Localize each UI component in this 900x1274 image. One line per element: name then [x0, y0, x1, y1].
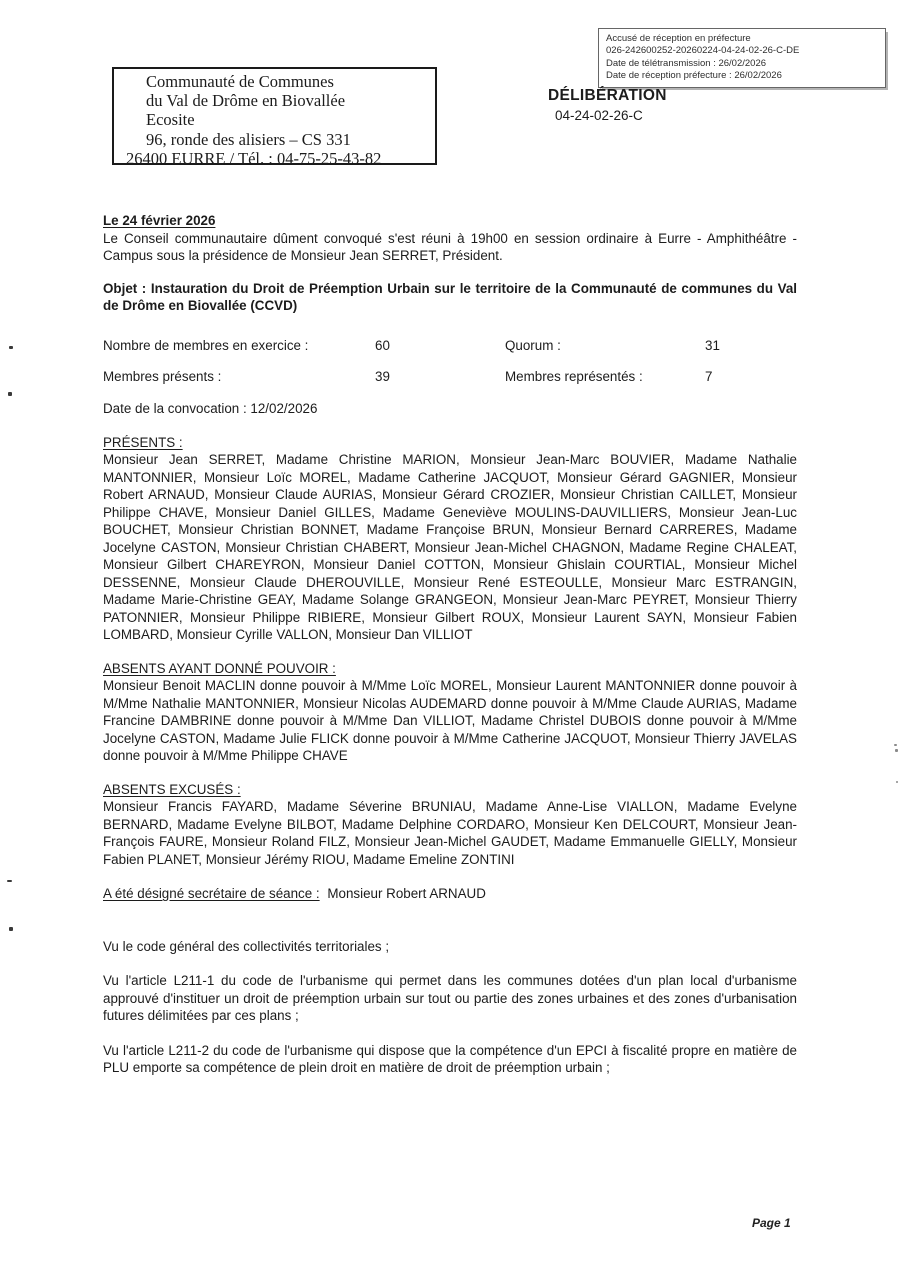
scan-speck — [896, 781, 898, 783]
deliberation-title-block — [548, 87, 667, 123]
org-site: Ecosite — [146, 110, 195, 130]
scan-speck — [9, 927, 13, 931]
prefecture-stamp-box — [598, 28, 886, 88]
visa-cgct: Vu le code général des collectivités territoriales ; — [103, 938, 390, 954]
absents-excuses-list: Monsieur Francis FAYARD, Madame Séverine BRUNIAU, Madame Anne-Lise VIALLON, Madame Evelyne BERNARD, Madame Evelyne BILBOT, Madame Delphine CORDARO, Monsieur Ken DELCOURT, Monsieur Jean-François FAURE, Monsieur Roland FILZ, Monsieur Jean-Michel GAUDET, Madame Emmanuelle GIELLY, Monsieur Fabien PLANET, Monsieur Jérémy RIOU, Madame Emeline ZONTINI — [103, 799, 797, 867]
scan-speck — [895, 749, 898, 752]
secretary-name: Monsieur Robert ARNAUD — [327, 886, 486, 901]
scan-speck — [9, 346, 13, 349]
presents-heading: PRÉSENTS : — [103, 434, 183, 450]
stat-label-membres-presents: Membres présents : — [103, 368, 222, 384]
stamp-reference-number: 026-242600252-20260224-04-24-02-26-C-DE — [606, 45, 800, 57]
stat-value-membres-exercice: 60 — [375, 337, 390, 353]
absents-pouvoir-list: Monsieur Benoit MACLIN donne pouvoir à M/Mme Loïc MOREL, Monsieur Laurent MANTONNIER donne pouvoir à M/Mme Nathalie MANTONNIER, Monsieur Nicolas AUDEMARD donne pouvoir à M/Mme Claude AURIAS, Madame Francine DAMBRINE donne pouvoir à M/Mme Dan VILLIOT, Madame Christel DUBOIS donne pouvoir à M/Mme Jocelyne CASTON, Madame Julie FLICK donne pouvoir à M/Mme Catherine JACQUOT, Monsieur Thierry JAVELAS donne pouvoir à M/Mme Philippe CHAVE — [103, 678, 797, 763]
org-street-address: 96, ronde des alisiers – CS 331 — [146, 129, 351, 149]
visa-l211-1: Vu l'article L211-1 du code de l'urbanisme qui permet dans les communes dotées d'un plan local d'urbanisme approuvé d'instituer un droit de préemption urbain sur tout ou partie des zones urbaines et des zones d'urbanisation futures délimitées par ces plans ; — [103, 973, 797, 1023]
stamp-title: Accusé de réception en préfecture — [606, 33, 751, 44]
org-city-phone: 26400 EURRE / Tél. : 04-75-25-43-82 — [126, 148, 382, 168]
absents-pouvoir-heading: ABSENTS AYANT DONNÉ POUVOIR : — [103, 660, 336, 676]
convocation-date-line: Date de la convocation : 12/02/2026 — [103, 401, 318, 416]
stat-value-membres-representes: 7 — [705, 368, 713, 384]
stat-value-membres-presents: 39 — [375, 368, 390, 384]
stamp-teletransmission-date: Date de télétransmission : 26/02/2026 — [606, 57, 767, 69]
session-intro-paragraph: Le Conseil communautaire dûment convoqué s'est réuni à 19h00 en session ordinaire à Eurre - Amphithéâtre - Campus sous la présidence de Monsieur Jean SERRET, Président. — [103, 230, 797, 263]
scan-speck — [8, 392, 12, 396]
visa-l211-2: Vu l'article L211-2 du code de l'urbanisme qui dispose que la compétence d'un EPCI à fiscalité propre en matière de PLU emporte sa compétence de plein droit en matière de droit de préemption urbain ; — [103, 1042, 797, 1075]
session-date-heading: Le 24 février 2026 — [103, 213, 216, 228]
organisation-address-box — [112, 67, 437, 168]
scan-speck — [894, 744, 897, 746]
secretary-label: A été désigné secrétaire de séance : — [103, 886, 320, 901]
stat-value-quorum: 31 — [705, 337, 720, 353]
stat-label-membres-representes: Membres représentés : — [505, 368, 643, 384]
page-number: Page 1 — [752, 1216, 791, 1230]
deliberation-number: 04-24-02-26-C — [555, 108, 643, 123]
stat-label-membres-exercice: Nombre de membres en exercice : — [103, 337, 309, 353]
document-body — [103, 212, 797, 1094]
deliberation-title: DÉLIBÉRATION — [548, 87, 667, 104]
secretary-designation-line — [103, 885, 797, 903]
org-name-line1: Communauté de Communes — [146, 72, 334, 91]
scan-speck — [7, 880, 12, 882]
presents-list: Monsieur Jean SERRET, Madame Christine MARION, Monsieur Jean-Marc BOUVIER, Madame Nathalie MANTONNIER, Monsieur Loïc MOREL, Madame Catherine JACQUOT, Monsieur Gérard GAGNIER, Monsieur Robert ARNAUD, Monsieur Claude AURIAS, Monsieur Gérard CROZIER, Monsieur Christian CAILLET, Monsieur Philippe CHAVE, Monsieur Daniel GILLES, Madame Geneviève MOULINS-DAUVILLIERS, Monsieur Jean-Luc BOUCHET, Monsieur Christian BONNET, Madame Françoise BRUN, Monsieur Bernard CARRERES, Madame Jocelyne CASTON, Monsieur Christian CHABERT, Monsieur Jean-Michel CHAGNON, Madame Regine CHALEAT, Monsieur Gilbert CHAREYRON, Monsieur Daniel COTTON, Monsieur Ghislain COURTIAL, Monsieur Michel DESSENNE, Monsieur Claude DHEROUVILLE, Monsieur René ESTEOULLE, Monsieur Marc ESTRANGIN, Madame Marie-Christine GEAY, Madame Solange GRANGEON, Monsieur Jean-Marc PEYRET, Monsieur Thierry PATONNIER, Monsieur Philippe RIBIERE, Monsieur Gilbert ROUX, Monsieur Laurent SAYN, Monsieur Fabien LOMBARD, Monsieur Cyrille VALLON, Monsieur Dan VILLIOT — [103, 452, 797, 642]
org-name-line2: du Val de Drôme en Biovallée — [146, 91, 346, 111]
attendance-stats — [103, 337, 797, 386]
objet-paragraph: Objet : Instauration du Droit de Préemption Urbain sur le territoire de la Communauté de communes du Val de Drôme en Biovallée (CCVD) — [103, 280, 797, 313]
stat-label-quorum: Quorum : — [505, 337, 561, 353]
stamp-reception-date: Date de réception préfecture : 26/02/2026 — [606, 69, 782, 81]
absents-excuses-heading: ABSENTS EXCUSÉS : — [103, 781, 241, 797]
